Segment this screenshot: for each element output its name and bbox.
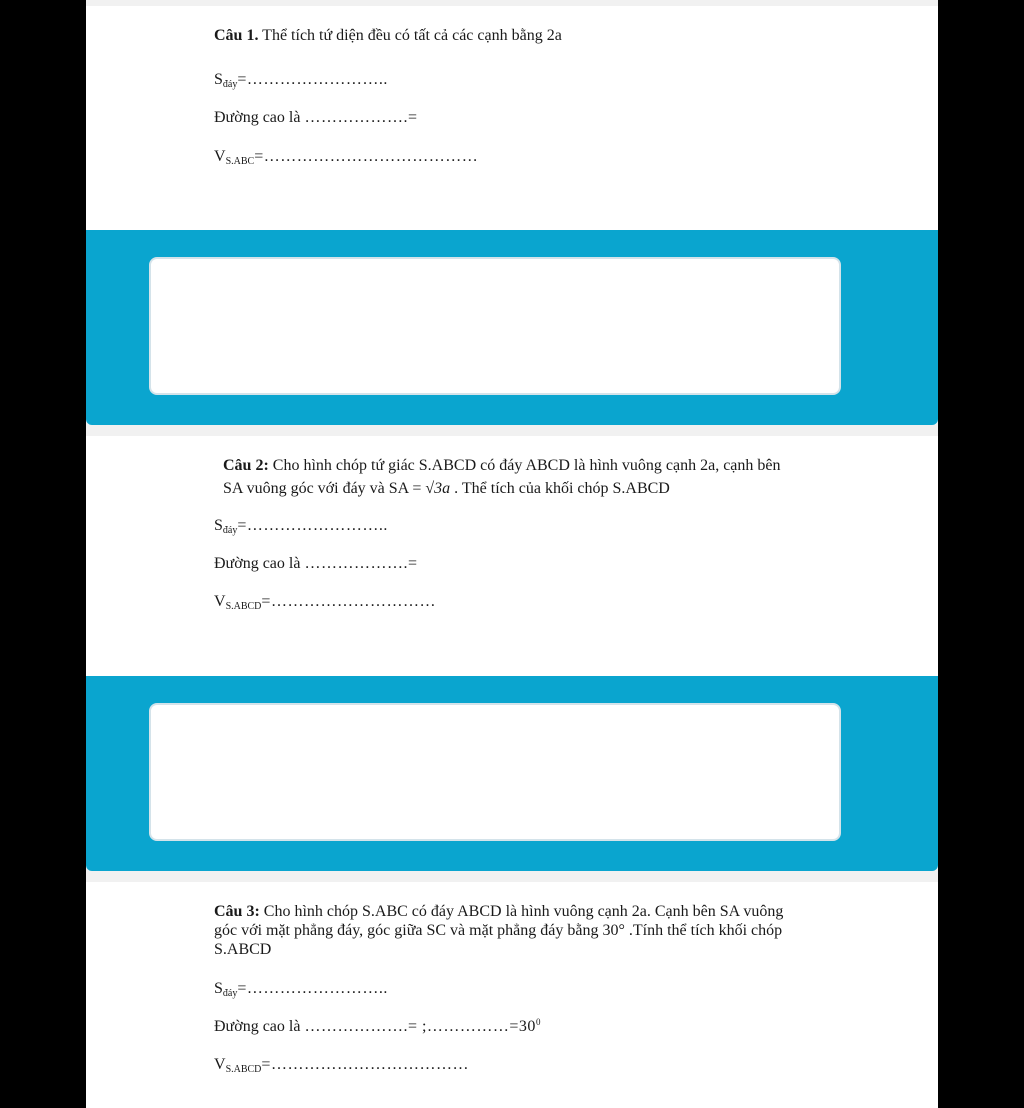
question-2-card: [86, 436, 938, 676]
q2-volume-subscript: S.ABCD: [225, 601, 262, 612]
question-1-body: Thể tích tứ diện đều có tất cả các cạnh bằng 2a: [262, 27, 562, 44]
q2-height-label: Đường cao là: [214, 555, 301, 572]
question-2-line-1: Cho hình chóp tứ giác S.ABCD có đáy ABCD là hình vuông cạnh 2a, cạnh bên: [272, 457, 781, 474]
q1-base-area-blank: =……………………..: [237, 71, 388, 88]
q2-base-area-subscript: đáy: [222, 525, 238, 536]
question-2-math-sqrt3a: √3a: [425, 480, 451, 497]
q2-volume-blank: =…………………………: [261, 593, 436, 610]
q2-volume-symbol: V: [214, 593, 226, 610]
answer-band-1: [86, 230, 938, 425]
q1-height-blank: ……………….=: [304, 109, 418, 126]
question-2-label: Câu 2:: [223, 457, 269, 474]
q3-volume-subscript: S.ABCD: [225, 1064, 262, 1075]
question-3-card: [86, 882, 938, 1108]
q3-height-line: [214, 1017, 540, 1038]
worksheet-page: [86, 0, 938, 1108]
q3-volume-blank: =………………………………: [261, 1056, 469, 1073]
q1-base-area-symbol: S: [214, 71, 223, 88]
question-3-text: [214, 902, 814, 959]
q3-height-degree-superscript: 0: [535, 1017, 541, 1027]
q2-height-blank: ……………….=: [304, 555, 418, 572]
question-2-line-2b: . Thể tích của khối chóp S.ABCD: [450, 480, 670, 497]
question-1-card: [86, 6, 938, 230]
question-2-line-2a: SA vuông góc với đáy và SA =: [223, 480, 426, 497]
answer-input-2[interactable]: [149, 703, 841, 841]
question-3-line-3: S.ABCD: [214, 941, 272, 958]
q3-base-area-subscript: đáy: [222, 988, 238, 999]
q3-volume-line: [214, 1055, 469, 1077]
question-3-line-1: Cho hình chóp S.ABC có đáy ABCD là hình vuông cạnh 2a. Cạnh bên SA vuông: [263, 903, 784, 920]
q2-base-area-blank: =……………………..: [237, 517, 388, 534]
question-3-line-2: góc với mặt phẳng đáy, góc giữa SC và mặt phẳng đáy bằng 30° .Tính thể tích khối chóp: [214, 922, 783, 939]
answer-input-1[interactable]: [149, 257, 841, 395]
q3-height-label: Đường cao là: [214, 1018, 301, 1035]
q1-volume-line: [214, 147, 478, 169]
q3-height-blank: ……………….= ;……………=30: [304, 1018, 536, 1035]
q2-base-area-line: [214, 516, 388, 538]
answer-band-2: [86, 676, 938, 871]
q1-base-area-subscript: đáy: [222, 79, 238, 90]
q3-base-area-blank: =……………………..: [237, 980, 388, 997]
q1-volume-subscript: S.ABC: [225, 156, 255, 167]
q2-volume-line: [214, 592, 436, 614]
question-1-label: Câu 1.: [214, 27, 259, 44]
question-3-label: Câu 3:: [214, 903, 260, 920]
q1-volume-blank: =…………………………………: [254, 148, 479, 165]
q1-volume-symbol: V: [214, 148, 226, 165]
question-1-text: [214, 26, 562, 46]
q3-base-area-symbol: S: [214, 980, 223, 997]
q2-base-area-symbol: S: [214, 517, 223, 534]
q2-height-line: [214, 554, 417, 574]
q3-base-area-line: [214, 979, 388, 1001]
q1-base-area-line: [214, 70, 388, 92]
q3-volume-symbol: V: [214, 1056, 226, 1073]
q1-height-label: Đường cao là: [214, 109, 301, 126]
question-2-text: [223, 456, 823, 499]
q1-height-line: [214, 108, 417, 128]
